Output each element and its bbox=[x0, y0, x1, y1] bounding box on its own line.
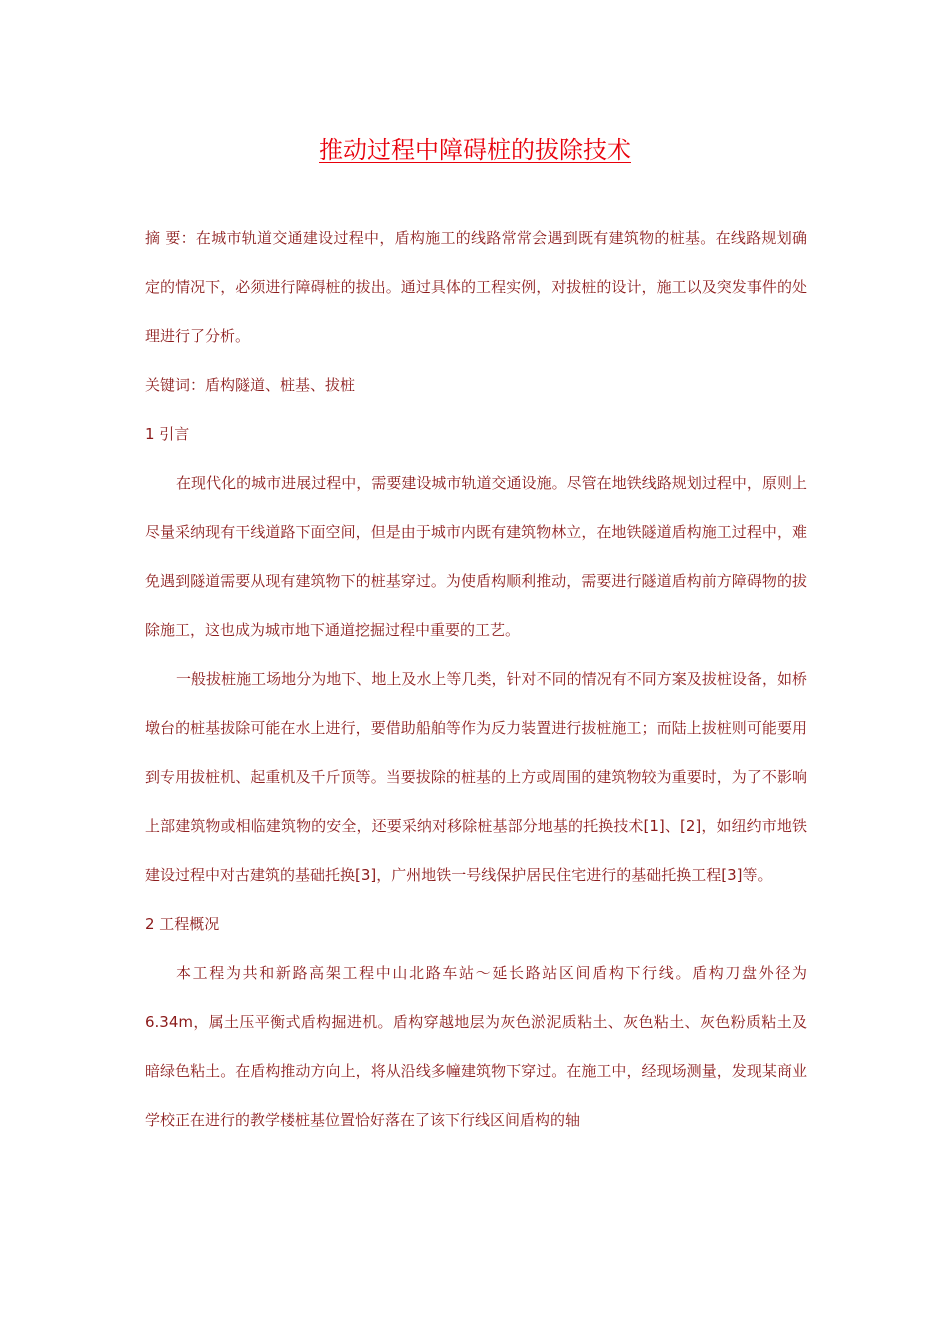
document-body bbox=[145, 214, 807, 1145]
abstract-paragraph: 摘 要：在城市轨道交通建设过程中，盾构施工的线路常常会遇到既有建筑物的桩基。在线路规划确定的情况下，必须进行障碍桩的拔出。通过具体的工程实例，对拔桩的设计，施工以及突发事件的处理进行了分析。 bbox=[145, 229, 807, 345]
section-1-paragraph-1: 在现代化的城市进展过程中，需要建设城市轨道交通设施。尽管在地铁线路规划过程中，原则上尽量采纳现有干线道路下面空间，但是由于城市内既有建筑物林立，在地铁隧道盾构施工过程中，难免遇到隧道需要从现有建筑物下的桩基穿过。为使盾构顺利推动，需要进行隧道盾构前方障碍物的拔除施工，这也成为城市地下通道挖掘过程中重要的工艺。 bbox=[145, 474, 807, 639]
keywords-line: 关键词：盾构隧道、桩基、拔桩 bbox=[145, 376, 356, 394]
section-1-heading: 1 引言 bbox=[145, 425, 190, 443]
section-2-heading: 2 工程概况 bbox=[145, 915, 220, 933]
section-1-paragraph-2: 一般拔桩施工场地分为地下、地上及水上等几类，针对不同的情况有不同方案及拔桩设备，如桥墩台的桩基拔除可能在水上进行，要借助船舶等作为反力装置进行拔桩施工；而陆上拔桩则可能要用到专用拔桩机、起重机及千斤顶等。当要拔除的桩基的上方或周围的建筑物较为重要时，为了不影响上部建筑物或相临建筑物的安全，还要采纳对移除桩基部分地基的托换技术[1]、[2]，如纽约市地铁建设过程中对古建筑的基础托换[3]，广州地铁一号线保护居民住宅进行的基础托换工程[3]等。 bbox=[145, 670, 807, 884]
document-title: 推动过程中障碍桩的拔除技术 bbox=[319, 136, 631, 164]
section-2-paragraph-1: 本工程为共和新路高架工程中山北路车站～延长路站区间盾构下行线。盾构刀盘外径为6.34m，属土压平衡式盾构掘进机。盾构穿越地层为灰色淤泥质粘土、灰色粘土、灰色粉质粘土及暗绿色粘土。在盾构推动方向上，将从沿线多幢建筑物下穿过。在施工中，经现场测量，发现某商业学校正在进行的教学楼桩基位置恰好落在了该下行线区间盾构的轴 bbox=[145, 964, 807, 1129]
